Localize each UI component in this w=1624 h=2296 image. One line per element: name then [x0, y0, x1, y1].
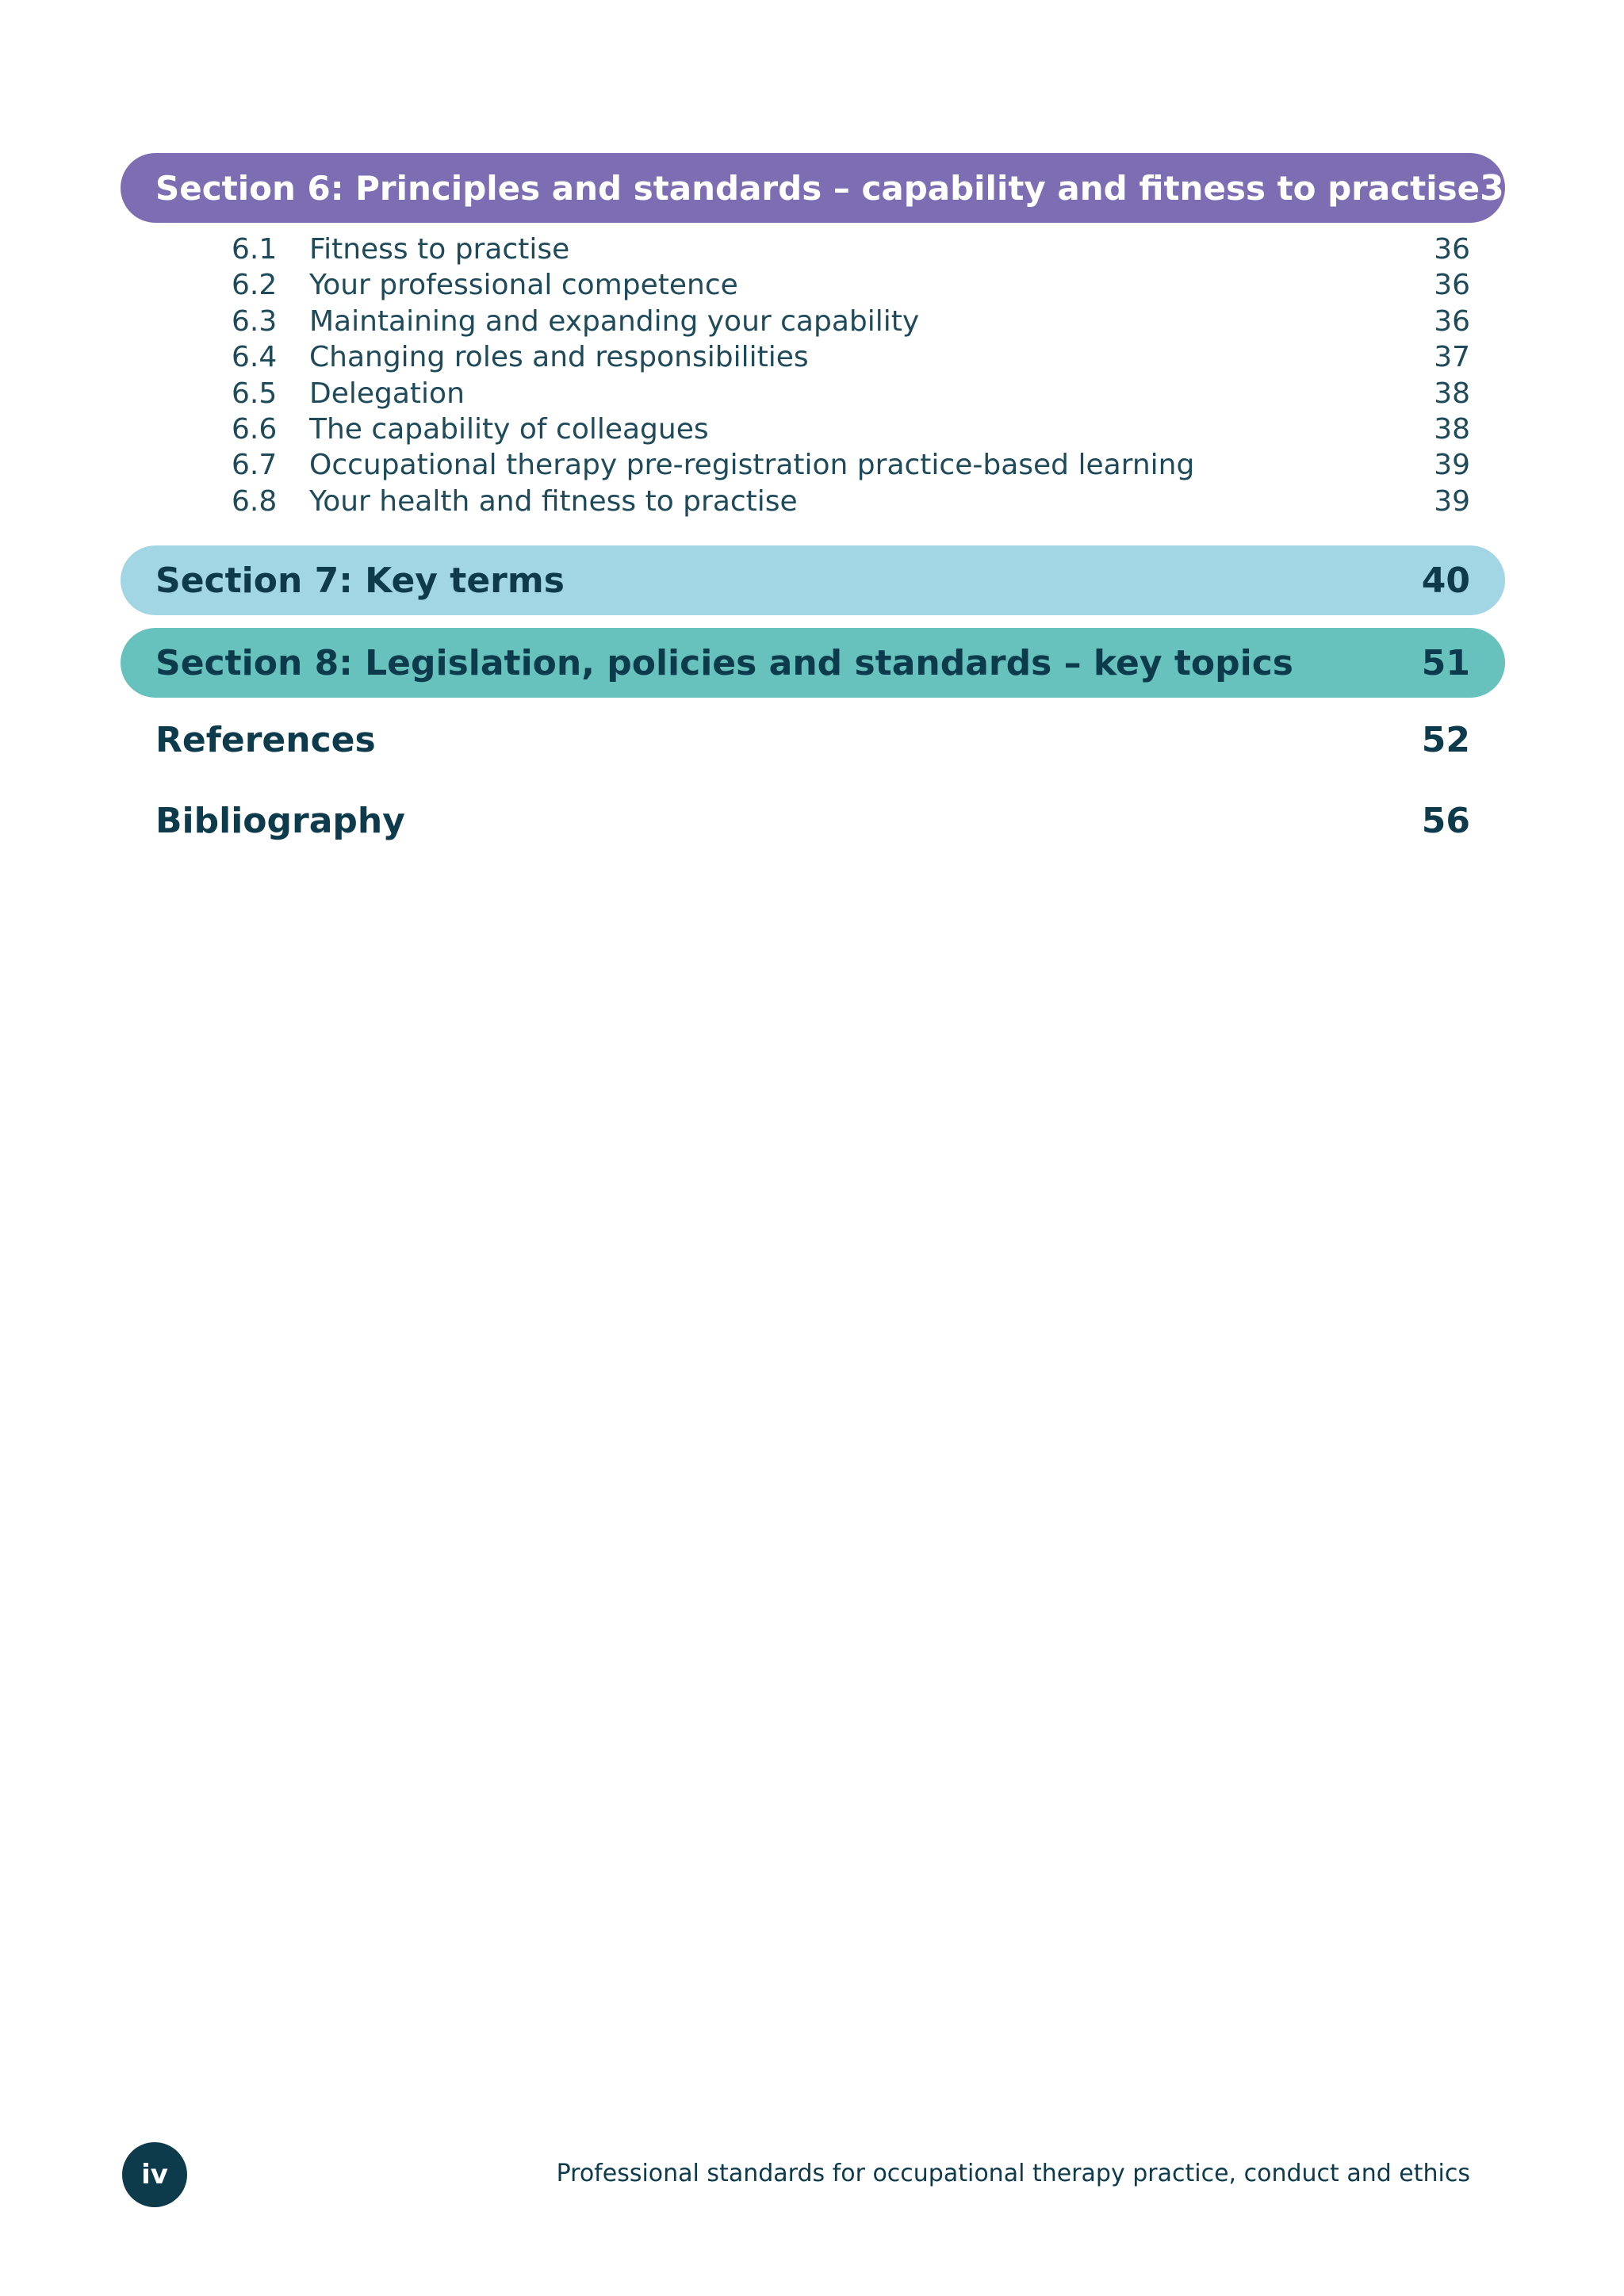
section-8-entry[interactable]: [121, 628, 1505, 698]
subentry-label: The capability of colleagues: [309, 412, 709, 446]
page-number: iv: [141, 2159, 168, 2191]
subentry-page: 36: [1434, 233, 1470, 266]
subentry-number: 6.7: [232, 449, 278, 482]
subentry-label: Your professional competence: [309, 269, 738, 302]
subentry-number: 6.1: [232, 233, 278, 266]
section-6-subsections: [0, 232, 1624, 519]
section-6-entry[interactable]: [121, 153, 1529, 223]
bibliography-title: Bibliography: [155, 801, 405, 841]
subentry-page: 36: [1434, 304, 1470, 338]
subentry-page: 39: [1434, 484, 1470, 518]
section-6-page: 35: [1480, 167, 1529, 209]
bibliography-page: 56: [1421, 801, 1470, 841]
toc-subentry-6-4[interactable]: [0, 339, 1624, 375]
subentry-number: 6.8: [232, 484, 278, 518]
section-6-title: Section 6: Principles and standards – capability and fitness to practise: [155, 168, 1480, 208]
toc-subentry-6-1[interactable]: [0, 232, 1624, 267]
toc-subentry-6-2[interactable]: [0, 267, 1624, 303]
toc-subentry-6-8[interactable]: [0, 484, 1624, 519]
section-7-entry[interactable]: [121, 545, 1505, 615]
bibliography-entry[interactable]: [155, 801, 1470, 841]
section-8-page: 51: [1421, 642, 1470, 683]
subentry-page: 37: [1434, 341, 1470, 374]
references-page: 52: [1421, 720, 1470, 760]
subentry-page: 39: [1434, 449, 1470, 482]
toc-subentry-6-6[interactable]: [0, 411, 1624, 447]
toc-subentry-6-3[interactable]: [0, 304, 1624, 339]
section-8-title: Section 8: Legislation, policies and standards – key topics: [155, 642, 1293, 683]
subentry-page: 38: [1434, 412, 1470, 446]
subentry-label: Your health and fitness to practise: [309, 484, 798, 518]
subentry-number: 6.3: [232, 304, 278, 338]
subentry-label: Delegation: [309, 377, 465, 410]
references-title: References: [155, 720, 376, 760]
subentry-label: Fitness to practise: [309, 233, 570, 266]
subentry-number: 6.2: [232, 269, 278, 302]
page-number-badge: [122, 2142, 187, 2207]
subentry-page: 36: [1434, 269, 1470, 302]
subentry-label: Occupational therapy pre-registration practice-based learning: [309, 449, 1195, 482]
footer-document-title: Professional standards for occupational therapy practice, conduct and ethics: [556, 2160, 1470, 2187]
toc-subentry-6-7[interactable]: [0, 447, 1624, 483]
subentry-number: 6.5: [232, 377, 278, 410]
subentry-label: Changing roles and responsibilities: [309, 341, 809, 374]
section-7-title: Section 7: Key terms: [155, 560, 565, 601]
references-entry[interactable]: [155, 720, 1470, 760]
subentry-label: Maintaining and expanding your capability: [309, 304, 920, 338]
subentry-page: 38: [1434, 377, 1470, 410]
subentry-number: 6.4: [232, 341, 278, 374]
section-7-page: 40: [1421, 560, 1470, 601]
subentry-number: 6.6: [232, 412, 278, 446]
toc-subentry-6-5[interactable]: [0, 376, 1624, 411]
